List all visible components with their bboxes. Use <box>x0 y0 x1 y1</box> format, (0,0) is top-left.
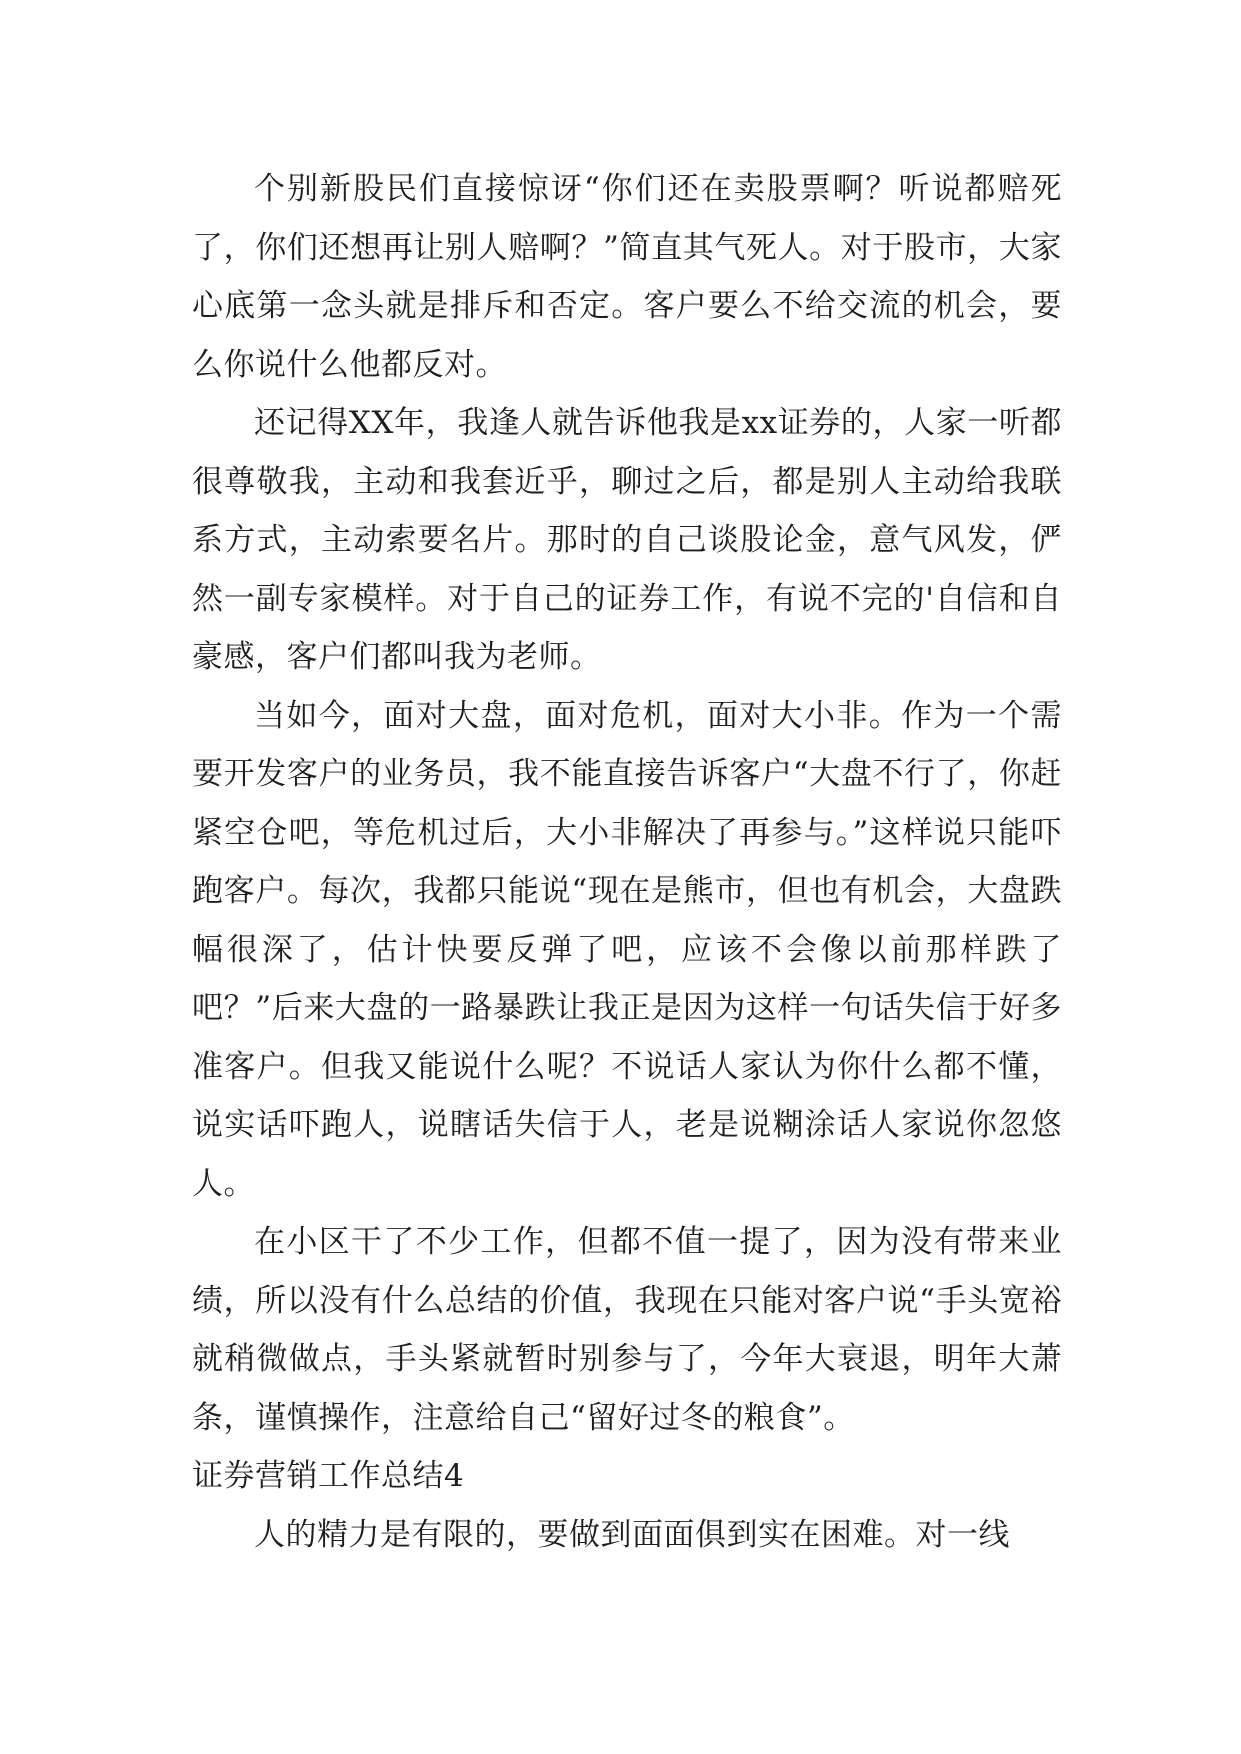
paragraph-1: 个别新股民们直接惊讶“你们还在卖股票啊？听说都赔死了，你们还想再让别人赔啊？”简直其气死人。对于股市，大家心底第一念头就是排斥和否定。客户要么不给交流的机会，要么你说什么他都反对。 <box>192 171 1062 383</box>
document-body <box>192 160 1062 1564</box>
paragraph-4: 在小区干了不少工作，但都不值一提了，因为没有带来业绩，所以没有什么总结的价值，我现在只能对客户说“手头宽裕就稍微做点，手头紧就暂时别参与了，今年大衰退，明年大萧条，谨慎操作，注意给自己“留好过冬的粮食”。 <box>192 1224 1062 1436</box>
paragraph-5: 人的精力是有限的，要做到面面俱到实在困难。对一线 <box>254 1516 1010 1553</box>
paragraph-2: 还记得XX年，我逢人就告诉他我是xx证券的，人家一听都很尊敬我，主动和我套近乎，聊过之后，都是别人主动给我联系方式，主动索要名片。那时的自己谈股论金，意气风发，俨然一副专家模样。对于自己的证券工作，有说不完的'自信和自豪感，客户们都叫我为老师。 <box>192 405 1062 675</box>
paragraph-3: 当如今，面对大盘，面对危机，面对大小非。作为一个需要开发客户的业务员，我不能直接告诉客户“大盘不行了，你赶紧空仓吧，等危机过后，大小非解决了再参与。”这样说只能吓跑客户。每次，我都只能说“现在是熊市，但也有机会，大盘跌幅很深了，估计快要反弹了吧，应该不会像以前那样跌了吧？”后来大盘的一路暴跌让我正是因为这样一句话失信于好多准客户。但我又能说什么呢？不说话人家认为你什么都不懂，说实话吓跑人，说瞎话失信于人，老是说糊涂话人家说你忽悠人。 <box>192 697 1062 1202</box>
section-heading: 证券营销工作总结4 <box>192 1458 465 1494</box>
